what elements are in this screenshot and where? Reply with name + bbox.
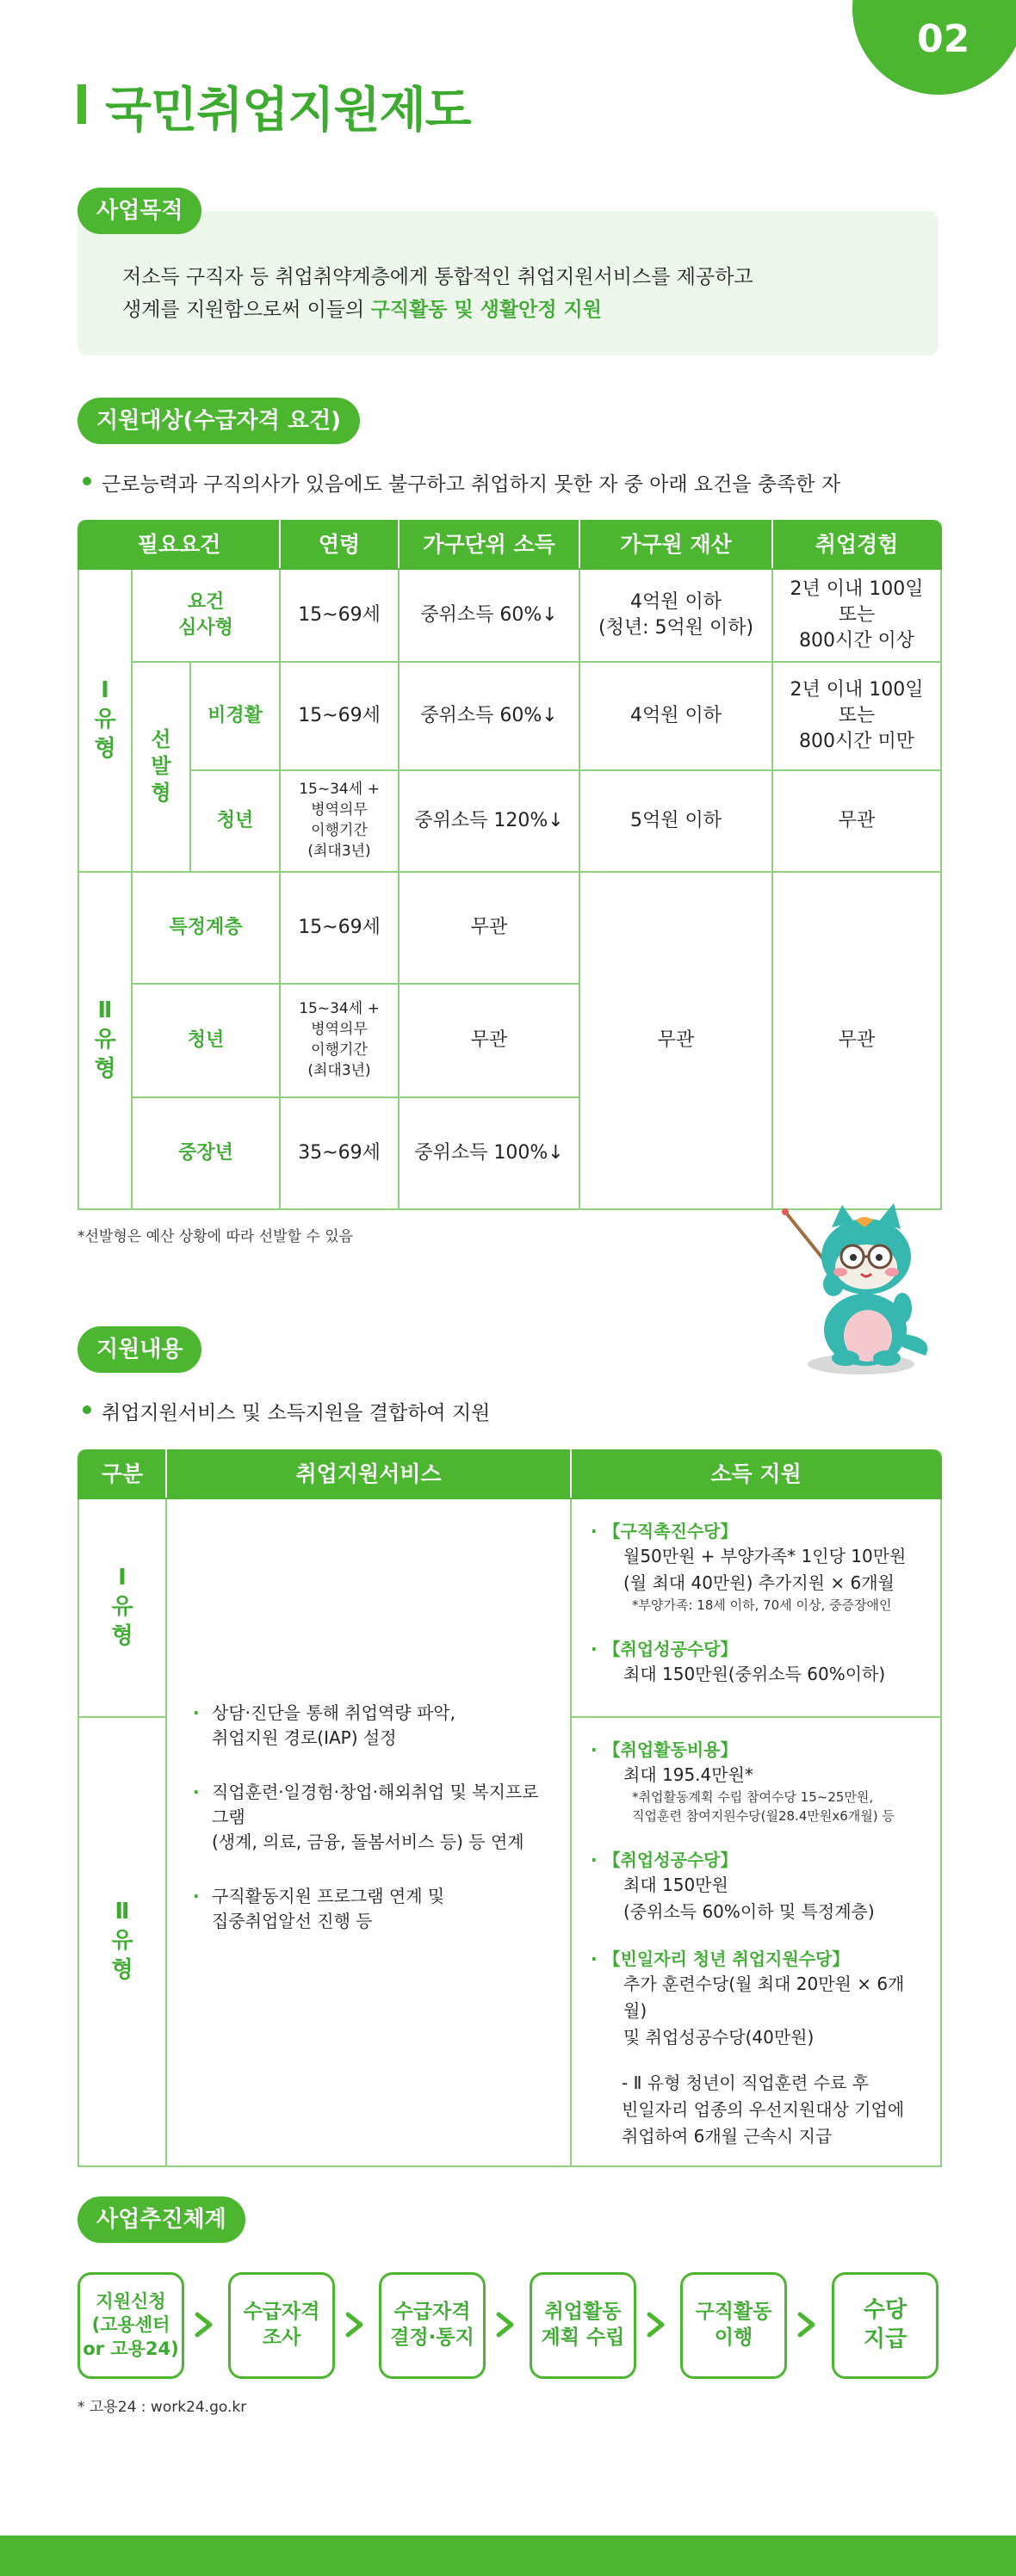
support-type1-cell	[78, 1498, 166, 1717]
row-youth2-income: 무관	[399, 984, 579, 1097]
type1-income-body-2: 최대 150만원(중위소득 60%이하)	[623, 1663, 886, 1684]
purpose-line-1: 저소득 구직자 등 취업취약계층에게 통합적인 취업지원서비스를 제공하고	[122, 266, 753, 288]
row-special-name: 특정계층	[132, 872, 280, 984]
process-step-apply: 지원신청 (고용센터 or 고용24)	[77, 2272, 184, 2379]
row-nonecon-income: 중위소득 60%↓	[399, 662, 579, 770]
support-type2-cell	[78, 1717, 166, 2166]
row-youth1-experience: 무관	[772, 770, 941, 872]
header-age: 연령	[280, 521, 399, 569]
header-service: 취업지원서비스	[166, 1450, 571, 1498]
eligibility-header-row	[78, 521, 941, 569]
process-step-plan: 취업활동 계획 수립	[530, 2272, 636, 2379]
support-table	[77, 1449, 942, 2167]
type2-income-head-2: · 【취업성공수당】	[591, 1849, 926, 1872]
row-youth1-age: 15~34세 + 병역의무 이행기간 (최대3년)	[280, 770, 399, 872]
section-label-purpose: 사업목적	[77, 188, 201, 234]
type1-income-cell	[571, 1498, 941, 1717]
type1-income-body-1: 월50만원 + 부양가족* 1인당 10만원 (월 최대 40만원) 추가지원 × 6개월	[623, 1546, 907, 1593]
type2-income-head-3: · 【빈일자리 청년 취업지원수당】	[591, 1948, 926, 1971]
mascot-illustration	[775, 1188, 939, 1377]
row-youth1-income: 중위소득 120%↓	[399, 770, 579, 872]
row-nonecon-asset: 4억원 이하	[579, 662, 772, 770]
type2-income-tiny-1: *취업활동계획 수립 참여수당 15~25만원, 직업훈련 참여지원수당(월28.4만원x6개월) 등	[632, 1789, 895, 1824]
header-category: 구분	[78, 1450, 166, 1498]
type2-income-dash-note: - Ⅱ 유형 청년이 직업훈련 수료 후 빈일자리 업종의 우선지원대상 기업에 취업하여 6개월 근속시 지급	[622, 2072, 905, 2147]
chevron-right-icon	[796, 2312, 818, 2338]
row-middle-age: 35~69세	[280, 1097, 399, 1209]
table-row	[78, 662, 941, 770]
service-list	[167, 1701, 570, 1934]
purpose-line-2-prefix: 생계를 지원함으로써 이들의	[122, 299, 371, 321]
process-step-survey: 수급자격 조사	[228, 2272, 335, 2379]
row-youth1-name: 청년	[190, 770, 280, 872]
support-type2-label: Ⅱ유형	[111, 1899, 133, 1983]
row-nonecon-experience: 2년 이내 100일 또는 800시간 미만	[772, 662, 941, 770]
type2-income-body-2: 최대 150만원 (중위소득 60%이하 및 특정계층)	[623, 1874, 875, 1922]
eligibility-table	[77, 520, 942, 1210]
type2-income-body-3: 추가 훈련수당(월 최대 20만원 × 6개월) 및 취업성공수당(40만원)	[623, 1973, 905, 2048]
row-youth1-asset: 5억원 이하	[579, 770, 772, 872]
type2-label: Ⅱ유형	[94, 998, 116, 1082]
row-special-age: 15~69세	[280, 872, 399, 984]
purpose-box	[77, 211, 939, 355]
header-income-support: 소득 지원	[571, 1450, 941, 1498]
type2-income-body-1: 최대 195.4만원*	[623, 1764, 753, 1785]
type1-label: Ⅰ유형	[94, 677, 116, 762]
section-label-process: 사업추진체계	[77, 2196, 245, 2243]
table-row	[78, 770, 941, 872]
table-row	[78, 569, 941, 662]
table-row	[78, 1498, 941, 1717]
row-screening-experience: 2년 이내 100일 또는 800시간 이상	[772, 569, 941, 662]
page-number: 02	[917, 17, 970, 61]
row-youth2-age: 15~34세 + 병역의무 이행기간 (최대3년)	[280, 984, 399, 1097]
footer-bar	[0, 2536, 1016, 2576]
content-bullet: 취업지원서비스 및 소득지원을 결합하여 지원	[102, 1397, 490, 1425]
page-number-badge	[852, 0, 1016, 95]
service-cell	[166, 1498, 571, 2166]
type1-income-head-2: · 【취업성공수당】	[591, 1638, 926, 1661]
section-label-content: 지원내용	[77, 1326, 201, 1373]
chevron-right-icon	[344, 2312, 366, 2338]
chevron-right-icon	[494, 2312, 517, 2338]
row-nonecon-age: 15~69세	[280, 662, 399, 770]
purpose-highlight: 구직활동 및 생활안정 지원	[370, 299, 602, 321]
website-note: * 고용24 : work24.go.kr	[77, 2399, 247, 2416]
eligibility-bullet: 근로능력과 구직의사가 있음에도 불구하고 취업하지 못한 자 중 아래 요건을 충족한 자	[102, 468, 840, 497]
chevron-right-icon	[645, 2312, 667, 2338]
row-middle-income: 중위소득 100%↓	[399, 1097, 579, 1209]
section-label-eligibility: 지원대상(수급자격 요건)	[77, 398, 360, 444]
type1-label-cell	[78, 569, 132, 872]
chevron-right-icon	[193, 2312, 215, 2338]
support-type1-label: Ⅰ유형	[111, 1565, 133, 1649]
table-row	[78, 872, 941, 984]
list-item: · 직업훈련·일경험·창업·해외취업 및 복지프로그램 (생계, 의료, 금융, 돌봄서비스 등) 등 연계	[193, 1780, 553, 1855]
support-header-row	[78, 1450, 941, 1498]
header-asset: 가구원 재산	[579, 521, 772, 569]
row-middle-name: 중장년	[132, 1097, 280, 1209]
type2-experience: 무관	[772, 872, 941, 1209]
selection-note: *선발형은 예산 상황에 따라 선발할 수 있음	[77, 1228, 354, 1245]
type2-income-cell	[571, 1717, 941, 2166]
type1-income-tiny-1: *부양가족: 18세 이하, 70세 이상, 중증장애인	[632, 1597, 892, 1613]
header-requirement: 필요요건	[78, 521, 280, 569]
list-item: · 상담·진단을 통해 취업역량 파악, 취업지원 경로(IAP) 설정	[193, 1701, 553, 1751]
type2-asset: 무관	[579, 872, 772, 1209]
row-youth2-name: 청년	[132, 984, 280, 1097]
row-screening-income: 중위소득 60%↓	[399, 569, 579, 662]
type1-income-head-1: · 【구직촉진수당】	[591, 1520, 926, 1543]
selection-label-cell	[132, 662, 190, 872]
list-item: · 구직활동지원 프로그램 연계 및 집중취업알선 진행 등	[193, 1884, 553, 1934]
header-income: 가구단위 소득	[399, 521, 579, 569]
process-step-decision: 수급자격 결정·통지	[379, 2272, 486, 2379]
row-screening-asset: 4억원 이하 (청년: 5억원 이하)	[579, 569, 772, 662]
page-title: 국민취업지원제도	[105, 83, 471, 139]
purpose-line-2	[122, 293, 602, 322]
process-step-job-search: 구직활동 이행	[680, 2272, 787, 2379]
row-nonecon-name: 비경활	[190, 662, 280, 770]
row-special-income: 무관	[399, 872, 579, 984]
row-screening-name: 요건 심사형	[132, 569, 280, 662]
type2-income-head-1: · 【취업활동비용】	[591, 1739, 926, 1762]
process-step-payment: 수당 지급	[832, 2272, 939, 2379]
selection-label: 선발형	[151, 726, 171, 806]
title-accent-bar	[77, 84, 86, 124]
row-screening-age: 15~69세	[280, 569, 399, 662]
type2-label-cell	[78, 872, 132, 1209]
header-experience: 취업경험	[772, 521, 941, 569]
